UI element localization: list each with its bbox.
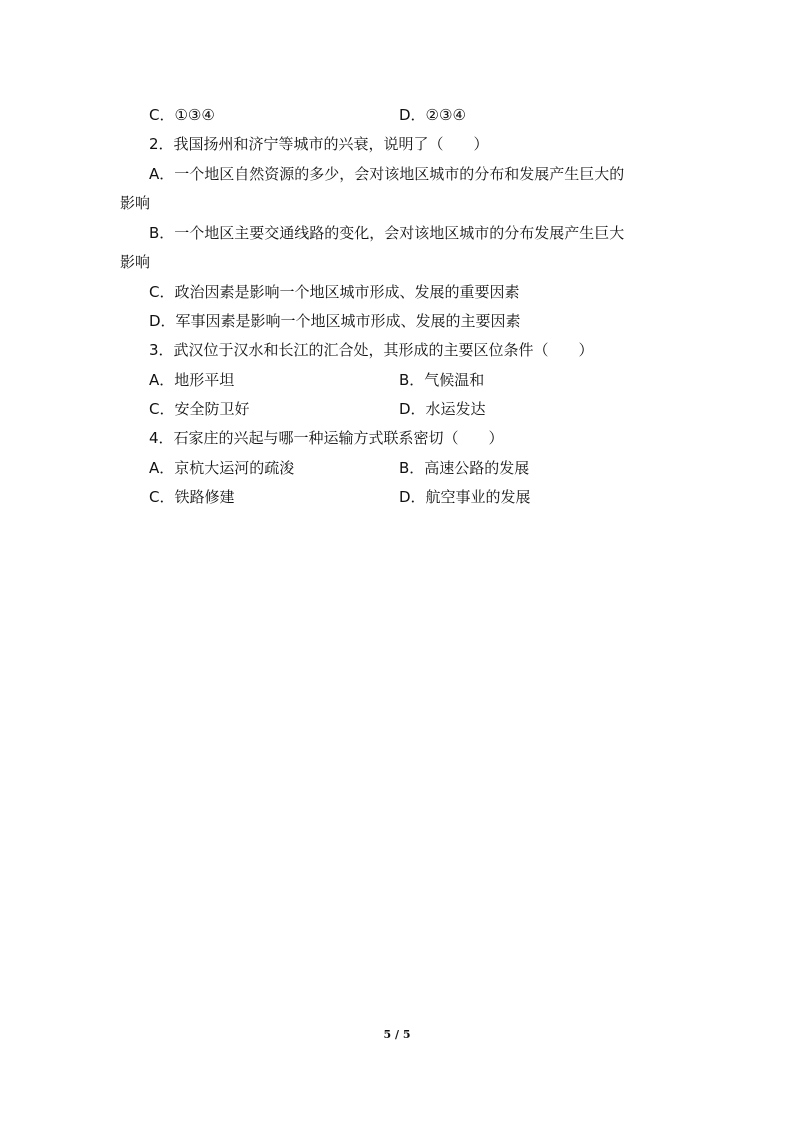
q3-option-a: A．地形平坦	[149, 371, 235, 389]
page-number: 5 / 5	[383, 1028, 411, 1041]
q2-option-a: A．一个地区自然资源的多少，会对该地区城市的分布和发展产生巨大的	[149, 165, 625, 183]
q3-option-d: D．水运发达	[399, 400, 486, 418]
q2-option-c: C．政治因素是影响一个地区城市形成、发展的重要因素	[149, 283, 520, 301]
q2-option-d: D．军事因素是影响一个地区城市形成、发展的主要因素	[149, 312, 521, 330]
q2-option-a-continued: 影响	[120, 194, 151, 212]
q3-option-b: B．气候温和	[399, 371, 485, 389]
q4-option-a: A．京杭大运河的疏浚	[149, 459, 295, 477]
q2-stem: 2．我国扬州和济宁等城市的兴衰，说明了（ ）	[149, 135, 489, 153]
q2-option-b: B．一个地区主要交通线路的变化，会对该地区城市的分布发展产生巨大	[149, 224, 625, 242]
q4-option-b: B．高速公路的发展	[399, 459, 530, 477]
q4-stem: 4．石家庄的兴起与哪一种运输方式联系密切（ ）	[149, 429, 504, 447]
q1-option-c: C．①③④	[149, 106, 215, 124]
q3-option-c: C．安全防卫好	[149, 400, 250, 418]
q2-option-b-continued: 影响	[120, 253, 151, 271]
q1-option-d: D．②③④	[399, 106, 466, 124]
q4-option-d: D．航空事业的发展	[399, 488, 531, 506]
q4-option-c: C．铁路修建	[149, 488, 235, 506]
q3-stem: 3．武汉位于汉水和长江的汇合处，其形成的主要区位条件（ ）	[149, 341, 594, 359]
